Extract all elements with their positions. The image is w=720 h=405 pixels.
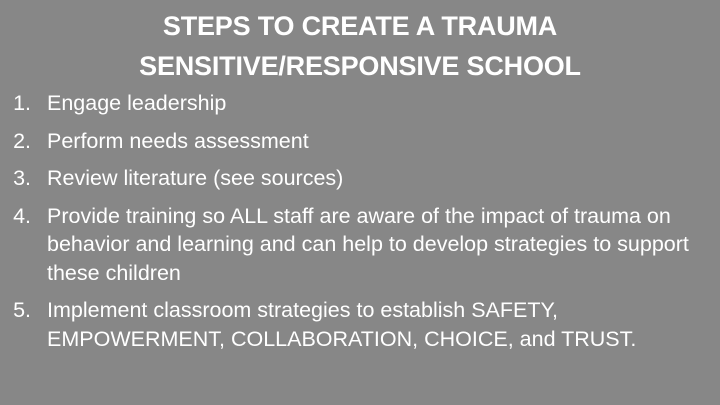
step-item-5 xyxy=(0,296,700,353)
slide-title-line-2: SENSITIVE/RESPONSIVE SCHOOL xyxy=(139,51,581,81)
step-number: 4. xyxy=(13,203,31,228)
step-text: Provide training so ALL staff are aware of the impact of trauma on behavior and learning and can help to develop strategies to support these children xyxy=(47,203,689,285)
steps-list xyxy=(0,89,700,362)
step-number: 2. xyxy=(13,128,31,153)
slide-title-line-1: STEPS TO CREATE A TRAUMA xyxy=(162,11,558,41)
step-number: 1. xyxy=(13,91,31,115)
step-number: 3. xyxy=(13,166,31,191)
step-item-3 xyxy=(0,164,700,192)
step-item-4 xyxy=(0,202,700,287)
step-text: Engage leadership xyxy=(47,91,227,115)
step-text: Review literature (see sources) xyxy=(47,166,344,191)
step-text: Implement classroom strategies to establish SAFETY, EMPOWERMENT, COLLABORATION, CHOICE, and TRUST. xyxy=(47,298,637,351)
step-item-2 xyxy=(0,127,700,155)
step-text: Perform needs assessment xyxy=(47,128,309,153)
step-item-1 xyxy=(0,89,700,117)
slide-title xyxy=(40,6,680,86)
step-number: 5. xyxy=(13,298,31,323)
